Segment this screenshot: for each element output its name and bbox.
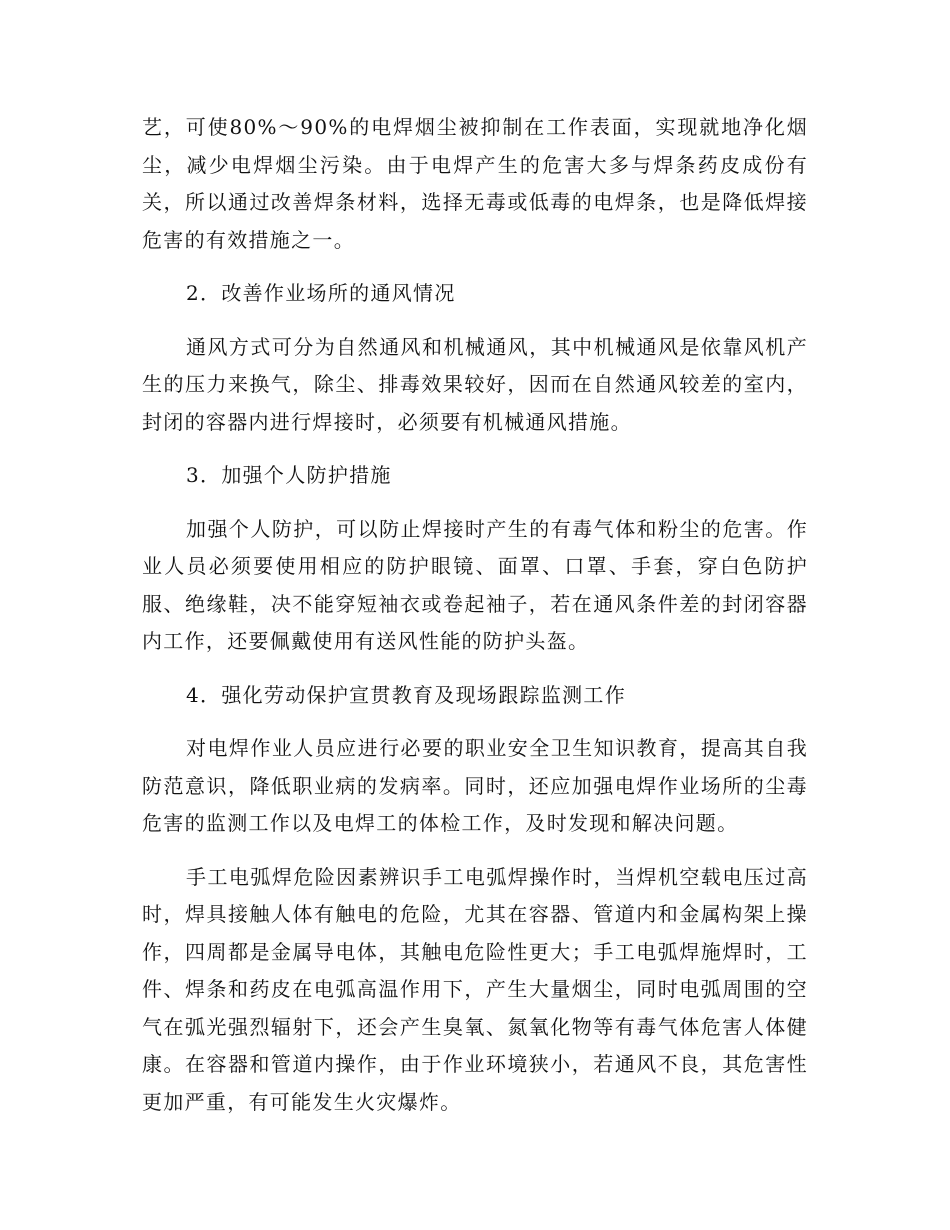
paragraph-ventilation: 通风方式可分为自然通风和机械通风，其中机械通风是依靠风机产生的压力来换气，除尘、排毒效果较好，因而在自然通风较差的室内，封闭的容器内进行焊接时，必须要有机械通风措施。 (142, 334, 808, 434)
heading-education-monitoring: 4．强化劳动保护宣贯教育及现场跟踪监测工作 (186, 682, 627, 707)
heading-personal-protection: 3．加强个人防护措施 (186, 463, 392, 487)
paragraph-education-monitoring: 对电焊作业人员应进行必要的职业安全卫生知识教育，提高其自我防范意识，降低职业病的发病率。同时，还应加强电焊作业场所的尘毒危害的监测工作以及电焊工的体检工作，及时发现和解决问题。 (142, 736, 808, 835)
heading-ventilation: 2．改善作业场所的通风情况 (186, 281, 456, 305)
paragraph-personal-protection: 加强个人防护，可以防止焊接时产生的有毒气体和粉尘的危害。作业人员必须要使用相应的防护眼镜、面罩、口罩、手套，穿白色防护服、绝缘鞋，决不能穿短袖衣或卷起袖子，若在通风条件差的封闭容器内工作，还要佩戴使用有送风性能的防护头盔。 (142, 516, 808, 653)
document-body (142, 109, 808, 1137)
paragraph-arc-welding-hazards: 手工电弧焊危险因素辨识手工电弧焊操作时，当焊机空载电压过高时，焊具接触人体有触电的危险，尤其在容器、管道内和金属构架上操作，四周都是金属导电体，其触电危险性更大；手工电弧焊施焊时，工件、焊条和药皮在电弧高温作用下，产生大量烟尘，同时电弧周围的空气在弧光强烈辐射下，还会产生臭氧、氮氧化物等有毒气体危害人体健康。在容器和管道内操作，由于作业环境狭小，若通风不良，其危害性更加严重，有可能发生火灾爆炸。 (142, 864, 808, 1114)
paragraph-fume-control: 艺，可使80%～90%的电焊烟尘被抑制在工作表面，实现就地净化烟尘，减少电焊烟尘污染。由于电焊产生的危害大多与焊条药皮成份有关，所以通过改善焊条材料，选择无毒或低毒的电焊条，也是降低焊接危害的有效措施之一。 (142, 115, 808, 252)
